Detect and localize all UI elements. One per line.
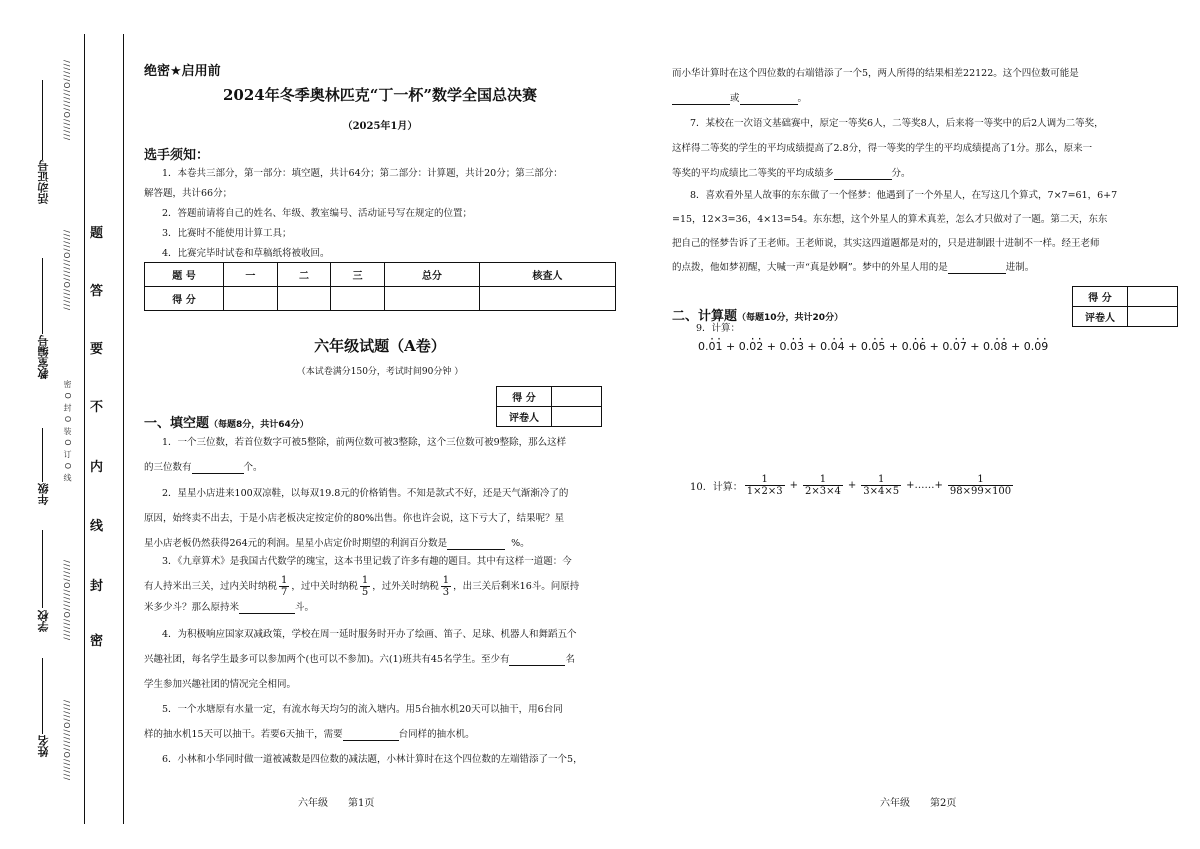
notice-item: 2．答题前请将自己的姓名、年级、教室编号、活动证号写在规定的位置； [162,208,473,219]
score-table-header: 三 [331,263,385,287]
answer-blank[interactable] [343,740,399,741]
field-activity-id: 活动证号 [37,160,50,204]
q10-label: 10．计算： [690,482,743,493]
q5-line: 样的抽水机15天可以抽干。若要6天抽干，需要 台同样的抽水机。 [144,729,475,740]
q2-line: 星小店老板仍然获得264元的利润。星星小店定价时期望的利润百分数是 %。 [144,538,530,549]
q6-line: 而小华计算时在这个四位数的右端错添了一个5，两人所得的结果相差22122。这个四位数可能是 [672,68,1079,79]
operator: +……+ [906,480,943,491]
repeating-decimal: 0.0 ·2 · [739,340,764,353]
score-table [144,262,616,311]
q7-line: 7．某校在一次语文基础赛中，原定一等奖6人，二等奖8人，后来将一等奖中的后2人调为二等奖， [690,118,1104,129]
notice-title: 选手须知： [144,148,210,163]
contest-title: 2024年冬季奥林匹克“丁一杯”数学全国总决赛 [222,86,537,104]
exam-info: （本试卷满分150分，考试时间90分钟 ） [296,367,464,377]
score-table-header: 核查人 [479,263,615,287]
fraction: $\frac{1}{5}$ [361,575,369,598]
field-school-line[interactable] [42,530,43,608]
answer-blank[interactable] [239,613,295,614]
dashed-border-line [84,34,85,824]
field-grade-line[interactable] [42,428,43,482]
score-table-header: 总分 [384,263,479,287]
seal-char: 密 [90,634,104,649]
field-name-line[interactable] [42,658,43,734]
score-cell[interactable] [224,287,278,311]
repeating-decimal: 0.0 ·4 · [820,340,845,353]
field-activity-id-line[interactable] [42,80,43,160]
seal-char: 封 [90,579,104,594]
fraction: $\frac{1}{3}$ [442,575,450,598]
q8-line: 把自己的怪梦告诉了王老师。王老师说，其实这四道题都是对的，只是进制跟十进制不一样。经王老师 [672,238,1100,249]
answer-blank[interactable] [192,473,244,474]
mini-score-cell[interactable] [1128,287,1178,307]
q8-line: =15，12×3=36，4×13=54。东东想，这个外星人的算术真差，怎么才只做对了一题。第二天，东东 [672,214,1108,225]
seal-char: 题 [90,226,104,241]
seal-char: 要 [90,342,104,357]
q7-line: 等奖的平均成绩比二等奖的平均成绩多 分。 [672,168,911,179]
q4-line: 4．为积极响应国家双减政策，学校在周一延时服务时开办了绘画、笛子、足球、机器人和舞蹈五个 [162,629,577,640]
seal-char: 线 [90,519,104,534]
contest-date: （2025年1月） [342,121,418,132]
seal-char: 答 [90,284,104,299]
repeating-decimal: 0.0 ·8 · [983,340,1008,353]
mini-score-cell[interactable] [552,387,602,407]
q4-line: 学生参加兴趣社团的情况完全相同。 [144,679,297,690]
field-classroom-id: 教室编号 [37,335,50,379]
section2-title: 二、计算题（每题10分，共计20分） [672,309,844,324]
q10-expression [690,474,1015,497]
repeating-decimal: 0.0 ·5 · [861,340,886,353]
page-footer: 六年级 第2页 [880,798,957,809]
answer-blank[interactable] [948,273,1006,274]
confidential-label: 绝密★启用前 [144,64,221,79]
notice-item: 1．本卷共三部分，第一部分：填空题，共计64分；第二部分：计算题，共计20分；第三部分： [162,168,563,179]
fraction: $\frac{1}{3\times 4\times 5}$ [863,474,900,497]
q1-line: 1．一个三位数，若首位数字可被5整除，前两位数可被3整除，这个三位数可被9整除，那么这样 [162,437,567,448]
notice-item: 4．比赛完毕时试卷和草稿纸将被收回。 [162,248,330,259]
section1-mini-table [496,386,602,427]
q6-line: 6．小林和小华同时做一道被减数是四位数的减法题，小林计算时在这个四位数的左端错添了一个5， [162,754,583,765]
repeating-decimal: 0.0 ·3 · [779,340,804,353]
mini-grader-label: 评卷人 [497,407,552,427]
answer-blank[interactable] [509,665,565,666]
notice-item: 解答题，共计66分； [144,188,233,199]
q2-line: 原因，始终卖不出去，于是小店老板决定按定价的80%出售。你也许会说，这下亏大了，结果呢？星 [144,513,565,524]
mini-score-label: 得 分 [497,387,552,407]
seal-char: 不 [90,400,104,415]
cut-line-mark: //////O//////O////// [62,700,71,782]
answer-blank[interactable] [834,179,892,180]
answer-blank[interactable] [447,549,505,550]
page-border-line [123,34,124,824]
score-cell[interactable] [384,287,479,311]
score-table-header: 一 [224,263,278,287]
q5-line: 5．一个水塘原有水量一定，有流水每天均匀的流入塘内。用5台抽水机20天可以抽干，用6台同 [162,704,563,715]
section1-title: 一、填空题（每题8分，共计64分） [144,416,309,431]
seal-char: 内 [90,460,104,475]
repeating-decimal: 0.0 ·7 · [942,340,967,353]
mini-score-label: 得 分 [1073,287,1128,307]
plus-sign: + [885,340,902,353]
plus-sign: + [926,340,943,353]
repeating-decimal: 0.0 ·9 · [1024,340,1049,353]
plus-sign: + [722,340,739,353]
q9-label: 9．计算： [696,323,741,334]
score-cell[interactable] [479,287,615,311]
q6-line: 或 。 [672,93,807,105]
q7-line: 这样得二等奖的学生的平均成绩提高了2.8分，得一等奖的学生的平均成绩提高了1分。那么，原来一 [672,143,1093,154]
repeating-decimal: 0.0 ·1 · [698,340,723,353]
q8-line: 的点拨，他如梦初醒，大喊一声“真是妙啊”。梦中的外星人用的是 进制。 [672,262,1035,273]
field-grade: 年级 [37,483,50,505]
field-classroom-id-line[interactable] [42,258,43,334]
exam-title: 六年级试题（A卷） [314,337,446,355]
notice-item: 3．比赛时不能使用计算工具； [162,228,292,239]
field-school: 学校 [37,610,50,632]
score-table-header: 题 号 [145,263,224,287]
q3-line: 米多少斗？那么原持米 斗。 [144,602,315,613]
cut-line-mark: //////O//////O////// [62,60,71,142]
plus-sign: + [803,340,821,353]
field-name: 姓名 [37,735,50,757]
plus-sign: + [763,340,780,353]
answer-blank[interactable] [672,104,730,105]
fraction: $\frac{1}{98\times 99\times 100}$ [949,474,1012,497]
q9-expression [698,340,1048,353]
fraction: $\frac{1}{2\times 3\times 4}$ [804,474,841,497]
cut-line-seal: 密 O 封 O 装 O 订 O 线 [63,380,72,483]
cut-line-mark: //////O//////O////// [62,560,71,642]
operator: + [847,480,857,491]
fraction: $\frac{1}{7}$ [281,575,288,598]
score-table-header: 二 [277,263,331,287]
plus-sign: + [966,340,984,353]
q3-line: 3．《九章算术》是我国古代数学的瑰宝，这本书里记载了许多有趣的题目。其中有这样一道题：今 [162,556,572,567]
operator: + [789,480,798,491]
mini-grader-cell[interactable] [1128,307,1178,327]
fraction: $\frac{1}{1\times 2\times 3}$ [746,474,783,497]
q2-line: 2．星星小店进来100双凉鞋，以每双19.8元的价格销售。不知是款式不好，还是天气渐渐冷了的 [162,488,569,499]
q8-line: 8．喜欢看外星人故事的东东做了一个怪梦：他遇到了一个外星人，在写这几个算式，7×7=61，6+7 [690,190,1118,201]
mini-grader-cell[interactable] [552,407,602,427]
cut-line-mark: //////O//////O////// [62,230,71,312]
plus-sign: + [1007,340,1024,353]
section2-mini-table [1072,286,1178,327]
q3-line: 有人持米出三关，过内关时纳税 $\frac{1}{7}$ ，过中关时纳税 $\frac{1}{5}$ ，过外关时纳税 $\frac{1}{3}$ ，出三关后剩米16斗。问原持 [144,575,580,598]
mini-grader-label: 评卷人 [1073,307,1128,327]
score-cell[interactable] [331,287,385,311]
page-footer: 六年级 第1页 [298,798,375,809]
score-row-label: 得 分 [145,287,224,311]
q4-line: 兴趣社团，每名学生最多可以参加两个(也可以不参加)。六(1)班共有45名学生。至少有 名 [144,654,575,665]
answer-blank[interactable] [740,104,798,105]
plus-sign: + [844,340,861,353]
q1-line: 的三位数有 个。 [144,462,263,473]
repeating-decimal: 0.0 ·6 · [902,340,927,353]
score-cell[interactable] [277,287,331,311]
